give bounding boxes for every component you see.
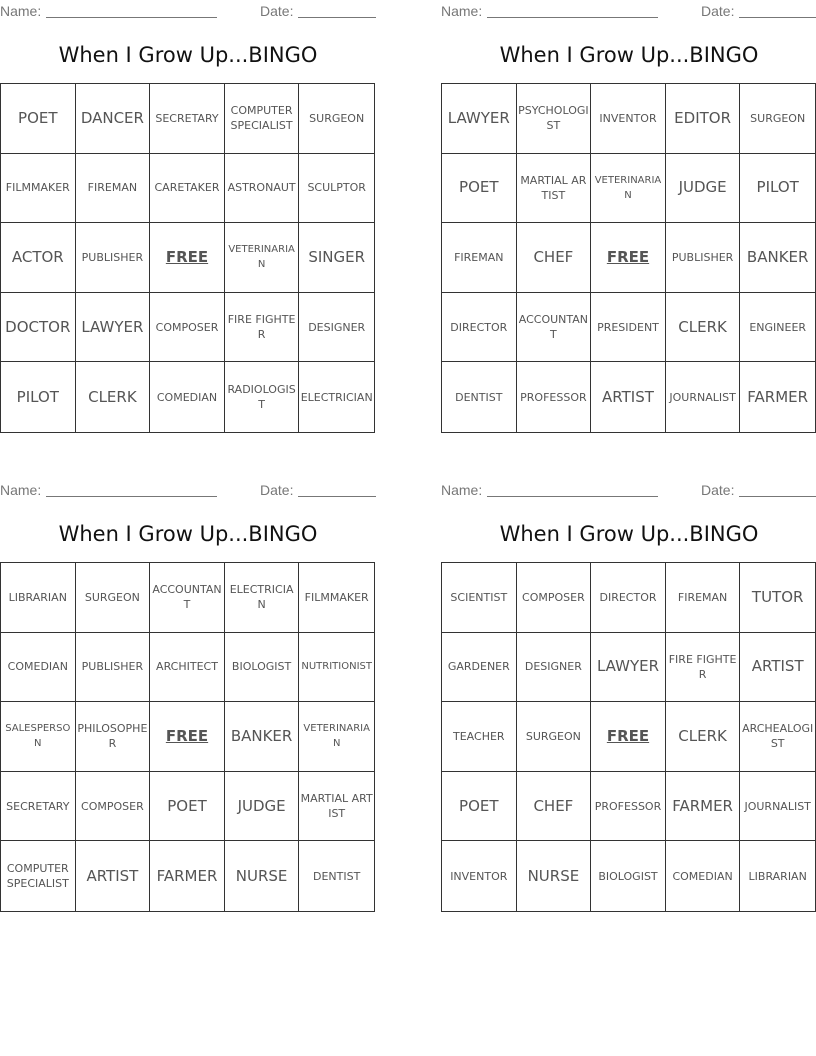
bingo-cell[interactable]: FIRE FIGHTER [666, 633, 741, 703]
name-label: Name: [441, 3, 483, 19]
name-field[interactable] [46, 496, 217, 497]
bingo-cell[interactable]: PUBLISHER [666, 223, 741, 293]
bingo-cell[interactable]: DENTIST [313, 869, 361, 883]
bingo-cell[interactable]: BIOLOGIST [591, 841, 666, 911]
name-field[interactable] [487, 496, 658, 497]
bingo-cell[interactable]: INVENTOR [591, 84, 666, 154]
card-title: When I Grow Up...BINGO [499, 522, 759, 546]
bingo-cell[interactable]: LAWYER [442, 84, 517, 154]
bingo-cell[interactable]: COMEDIAN [1, 633, 76, 703]
bingo-cell[interactable]: FARMER [747, 387, 809, 406]
bingo-cell[interactable]: NUTRITIONIST [299, 633, 374, 703]
free-space-cell[interactable]: FREE [591, 223, 666, 293]
bingo-cell[interactable]: JUDGE [225, 772, 300, 842]
bingo-cell[interactable]: SURGEON [299, 84, 374, 154]
bingo-cell[interactable]: SECRETARY [150, 84, 225, 154]
free-space-cell[interactable]: FREE [591, 702, 666, 772]
bingo-cell[interactable]: JOURNALIST [740, 772, 815, 842]
bingo-cell[interactable]: SINGER [299, 223, 374, 293]
bingo-cell[interactable]: ARTIST [76, 841, 151, 911]
card-title: When I Grow Up...BINGO [58, 522, 318, 546]
bingo-cell[interactable]: CHEF [517, 223, 592, 293]
name-label: Name: [0, 482, 42, 498]
bingo-cell[interactable]: COMPOSER [150, 293, 225, 363]
bingo-cell[interactable]: PUBLISHER [76, 223, 151, 293]
bingo-cell[interactable]: ELECTRICIAN [300, 390, 373, 404]
bingo-cell[interactable]: SURGEON [76, 563, 151, 633]
bingo-cell[interactable]: PILOT [1, 362, 76, 432]
free-space-cell[interactable]: FREE [150, 702, 225, 772]
bingo-cell[interactable]: ARTIST [591, 362, 666, 432]
bingo-cell[interactable]: SURGEON [740, 84, 815, 154]
date-field[interactable] [739, 496, 816, 497]
bingo-cell[interactable]: DESIGNER [517, 633, 592, 703]
bingo-cell[interactable]: SCULPTOR [299, 154, 374, 224]
bingo-card-2 [441, 0, 816, 432]
bingo-cell[interactable]: DOCTOR [1, 293, 76, 363]
bingo-cell[interactable]: SURGEON [517, 702, 592, 772]
bingo-cell[interactable]: EDITOR [666, 84, 741, 154]
bingo-cell[interactable]: SALESPERSON [1, 702, 76, 772]
free-space-cell[interactable]: FREE [150, 223, 225, 293]
bingo-cell[interactable]: ACTOR [1, 223, 76, 293]
bingo-cell[interactable]: GARDENER [442, 633, 517, 703]
bingo-card-1 [0, 0, 376, 432]
bingo-cell[interactable]: CLERK [666, 293, 741, 363]
bingo-cell[interactable]: VETERINARIAN [591, 154, 666, 224]
bingo-cell[interactable]: PSYCHOLOGIST [517, 84, 592, 154]
bingo-cell[interactable]: TUTOR [740, 563, 815, 633]
bingo-cell[interactable]: FARMER [666, 772, 741, 842]
bingo-cell[interactable]: ARCHEALOGIST [740, 702, 815, 772]
date-field[interactable] [298, 17, 376, 18]
bingo-cell[interactable]: CLERK [76, 362, 151, 432]
card-title: When I Grow Up...BINGO [58, 43, 318, 67]
bingo-cell[interactable]: COMEDIAN [666, 841, 741, 911]
name-date-row [0, 482, 376, 498]
bingo-cell[interactable]: JOURNALIST [666, 362, 741, 432]
bingo-cell[interactable]: POET [442, 772, 517, 842]
bingo-cell[interactable]: CLERK [666, 702, 741, 772]
bingo-cell[interactable]: DANCER [76, 84, 151, 154]
date-field[interactable] [298, 496, 376, 497]
bingo-cell[interactable]: DESIGNER [299, 293, 374, 363]
bingo-cell[interactable]: DIRECTOR [591, 563, 666, 633]
date-label: Date: [260, 3, 294, 19]
date-label: Date: [701, 482, 735, 498]
bingo-cell[interactable]: PRESIDENT [591, 293, 666, 363]
bingo-cell[interactable]: POET [442, 154, 517, 224]
name-date-row [441, 3, 816, 19]
bingo-cell[interactable]: ELECTRICIAN [225, 563, 300, 633]
bingo-cell[interactable]: JUDGE [666, 154, 741, 224]
bingo-cell[interactable]: SECRETARY [1, 772, 76, 842]
bingo-cell[interactable]: POET [150, 772, 225, 842]
bingo-cell[interactable]: ARCHITECT [150, 633, 225, 703]
bingo-cell[interactable]: FILMMAKER [299, 563, 374, 633]
bingo-cell[interactable]: BIOLOGIST [225, 633, 300, 703]
bingo-cell[interactable]: POET [1, 84, 76, 154]
bingo-cell[interactable]: FILMMAKER [1, 154, 76, 224]
bingo-cell[interactable]: MARTIAL ARTIST [517, 154, 592, 224]
bingo-cell[interactable]: COMPUTER SPECIALIST [225, 84, 300, 154]
bingo-cell[interactable]: FIREMAN [442, 223, 517, 293]
bingo-cell[interactable]: LAWYER [591, 633, 666, 703]
bingo-cell[interactable]: INVENTOR [442, 841, 517, 911]
name-field[interactable] [487, 17, 658, 18]
bingo-cell[interactable]: DENTIST [442, 362, 517, 432]
bingo-grid [441, 83, 816, 433]
bingo-cell[interactable]: NURSE [225, 841, 300, 911]
bingo-cell[interactable]: COMPUTER SPECIALIST [1, 841, 76, 911]
bingo-cell[interactable]: COMPOSER [517, 563, 592, 633]
bingo-card-4 [441, 479, 816, 911]
bingo-cell[interactable]: VETERINARIAN [225, 223, 300, 293]
bingo-cell[interactable]: ACCOUNTANT [150, 563, 225, 633]
bingo-cell[interactable]: DIRECTOR [442, 293, 517, 363]
bingo-grid [0, 83, 375, 433]
bingo-cell[interactable]: RADIOLOGIST [225, 362, 300, 432]
bingo-cell[interactable]: FIREMAN [76, 154, 151, 224]
date-field[interactable] [739, 17, 816, 18]
bingo-cell[interactable]: ACCOUNTANT [517, 293, 592, 363]
name-date-row [441, 482, 816, 498]
bingo-cell[interactable]: PHILOSOPHER [76, 702, 151, 772]
bingo-cell[interactable]: BANKER [740, 223, 815, 293]
bingo-cell[interactable]: ENGINEER [740, 293, 815, 363]
bingo-cell[interactable]: PROFESSOR [591, 772, 666, 842]
bingo-cell[interactable]: COMEDIAN [150, 362, 225, 432]
date-label: Date: [260, 482, 294, 498]
bingo-cell[interactable]: ASTRONAUT [225, 154, 300, 224]
bingo-cell[interactable]: CARETAKER [150, 154, 225, 224]
bingo-cell[interactable]: TEACHER [442, 702, 517, 772]
bingo-cell[interactable]: NURSE [517, 841, 592, 911]
bingo-cell[interactable]: SCIENTIST [442, 563, 517, 633]
bingo-cell[interactable]: PILOT [740, 154, 815, 224]
bingo-cell[interactable]: FARMER [150, 841, 225, 911]
name-field[interactable] [46, 17, 217, 18]
card-title: When I Grow Up...BINGO [499, 43, 759, 67]
bingo-cell[interactable]: LAWYER [76, 293, 151, 363]
bingo-grid [0, 562, 375, 912]
bingo-cell[interactable]: ARTIST [740, 633, 815, 703]
bingo-cell[interactable]: BANKER [225, 702, 300, 772]
bingo-grid [441, 562, 816, 912]
date-label: Date: [701, 3, 735, 19]
bingo-cell[interactable]: FIREMAN [666, 563, 741, 633]
bingo-cell[interactable]: FIRE FIGHTER [225, 293, 300, 363]
bingo-cell[interactable]: PROFESSOR [517, 362, 592, 432]
name-label: Name: [441, 482, 483, 498]
bingo-card-3 [0, 479, 376, 911]
bingo-cell[interactable]: LIBRARIAN [748, 869, 807, 883]
bingo-cell[interactable]: MARTIAL ARTIST [299, 772, 374, 842]
bingo-cell[interactable]: LIBRARIAN [1, 563, 76, 633]
name-date-row [0, 3, 376, 19]
name-label: Name: [0, 3, 42, 19]
bingo-cell[interactable]: PUBLISHER [76, 633, 151, 703]
bingo-cell[interactable]: CHEF [517, 772, 592, 842]
bingo-cell[interactable]: COMPOSER [76, 772, 151, 842]
bingo-cell[interactable]: VETERINARIAN [299, 702, 374, 772]
